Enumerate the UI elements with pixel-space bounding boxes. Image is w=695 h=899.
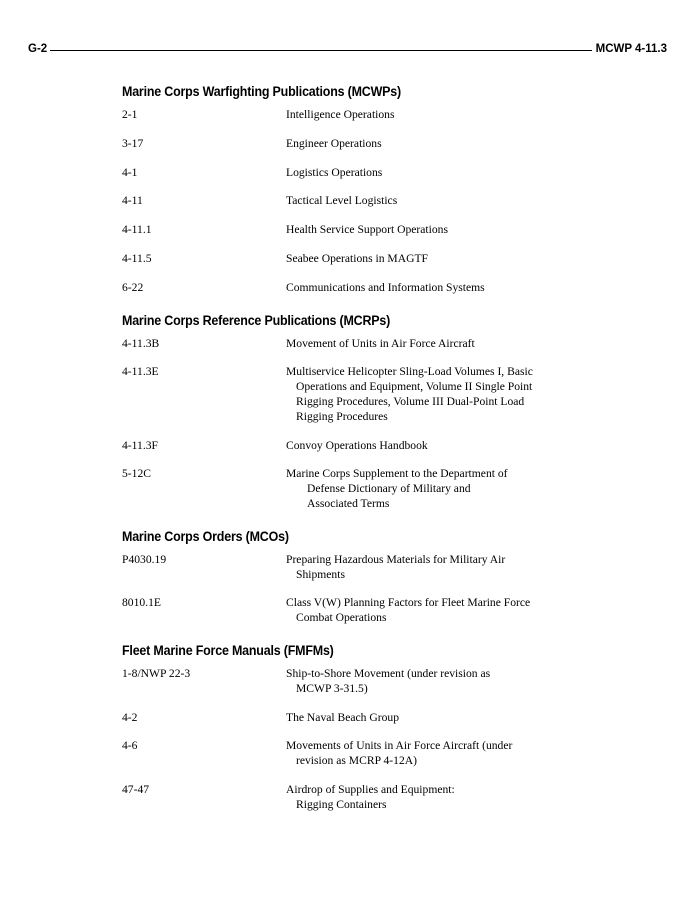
pub-number: 4-11.1 bbox=[122, 223, 152, 237]
list-item bbox=[122, 137, 592, 152]
pub-title: Engineer Operations bbox=[286, 136, 382, 150]
list-item bbox=[122, 739, 592, 769]
pub-number: 4-11.3B bbox=[122, 336, 160, 350]
list-item bbox=[122, 553, 592, 583]
reference-list bbox=[122, 84, 592, 827]
pub-title: Health Service Support Operations bbox=[286, 223, 448, 237]
section-title: Marine Corps Orders (MCOs) bbox=[122, 528, 289, 544]
pub-title: Marine Corps Supplement to the Department of Defense Dictionary of Military and Associated Terms bbox=[286, 467, 508, 510]
page-header bbox=[28, 42, 667, 56]
pub-title: Communications and Information Systems bbox=[286, 280, 485, 294]
list-item bbox=[122, 596, 592, 626]
list-item bbox=[122, 281, 592, 296]
pub-number: 1-8/NWP 22-3 bbox=[122, 666, 191, 680]
pub-title: Seabee Operations in MAGTF bbox=[286, 251, 428, 265]
section-title: Fleet Marine Force Manuals (FMFMs) bbox=[122, 642, 334, 658]
pub-number: 4-6 bbox=[122, 739, 138, 753]
pub-title: Movements of Units in Air Force Aircraft (under revision as MCRP 4-12A) bbox=[286, 739, 513, 768]
section-mcwps bbox=[122, 84, 592, 296]
list-item bbox=[122, 667, 592, 697]
list-item bbox=[122, 365, 592, 424]
pub-number: 4-1 bbox=[122, 165, 138, 179]
section-title: Marine Corps Reference Publications (MCRPs) bbox=[122, 312, 391, 328]
pub-number: 3-17 bbox=[122, 136, 144, 150]
list-item bbox=[122, 194, 592, 209]
list-item bbox=[122, 223, 592, 238]
list-item bbox=[122, 252, 592, 267]
list-item bbox=[122, 467, 592, 511]
pub-number: 4-11 bbox=[122, 194, 143, 208]
section-mcrps bbox=[122, 313, 592, 512]
list-item bbox=[122, 166, 592, 181]
header-rule bbox=[50, 50, 591, 51]
pub-number: 4-11.5 bbox=[122, 251, 152, 265]
pub-title: Convoy Operations Handbook bbox=[286, 438, 428, 452]
pub-title: Ship-to-Shore Movement (under revision as MCWP 3-31.5) bbox=[286, 666, 491, 695]
pub-number: 47-47 bbox=[122, 782, 150, 796]
section-title: Marine Corps Warfighting Publications (MCWPs) bbox=[122, 84, 401, 99]
pub-number: 4-11.3F bbox=[122, 438, 158, 452]
pub-title: Logistics Operations bbox=[286, 165, 383, 179]
pub-title: Tactical Level Logistics bbox=[286, 194, 398, 208]
pub-number: 4-11.3E bbox=[122, 365, 159, 379]
pub-title: Movement of Units in Air Force Aircraft bbox=[286, 336, 475, 350]
pub-title: Multiservice Helicopter Sling-Load Volumes I, Basic Operations and Equipment, Volume II Single Point Rigging Procedures, Volume III Dual-Point Load Rigging Procedures bbox=[286, 365, 533, 423]
publication-id: MCWP 4-11.3 bbox=[595, 43, 667, 55]
pub-title: Preparing Hazardous Materials for Military Air Shipments bbox=[286, 552, 506, 581]
list-item bbox=[122, 337, 592, 352]
pub-title: Class V(W) Planning Factors for Fleet Marine Force Combat Operations bbox=[286, 596, 531, 625]
pub-title: The Naval Beach Group bbox=[286, 710, 399, 724]
pub-title: Airdrop of Supplies and Equipment: Rigging Containers bbox=[286, 782, 455, 811]
section-fmfms bbox=[122, 643, 592, 813]
list-item bbox=[122, 783, 592, 813]
pub-number: 5-12C bbox=[122, 467, 151, 481]
list-item bbox=[122, 108, 592, 123]
pub-number: P4030.19 bbox=[122, 552, 167, 566]
section-mcos bbox=[122, 529, 592, 626]
pub-number: 2-1 bbox=[122, 108, 138, 121]
pub-number: 4-2 bbox=[122, 710, 138, 724]
pub-number: 6-22 bbox=[122, 280, 144, 294]
list-item bbox=[122, 439, 592, 454]
page-number: G-2 bbox=[28, 43, 48, 55]
pub-title: Intelligence Operations bbox=[286, 108, 395, 121]
pub-number: 8010.1E bbox=[122, 596, 161, 610]
list-item bbox=[122, 711, 592, 726]
